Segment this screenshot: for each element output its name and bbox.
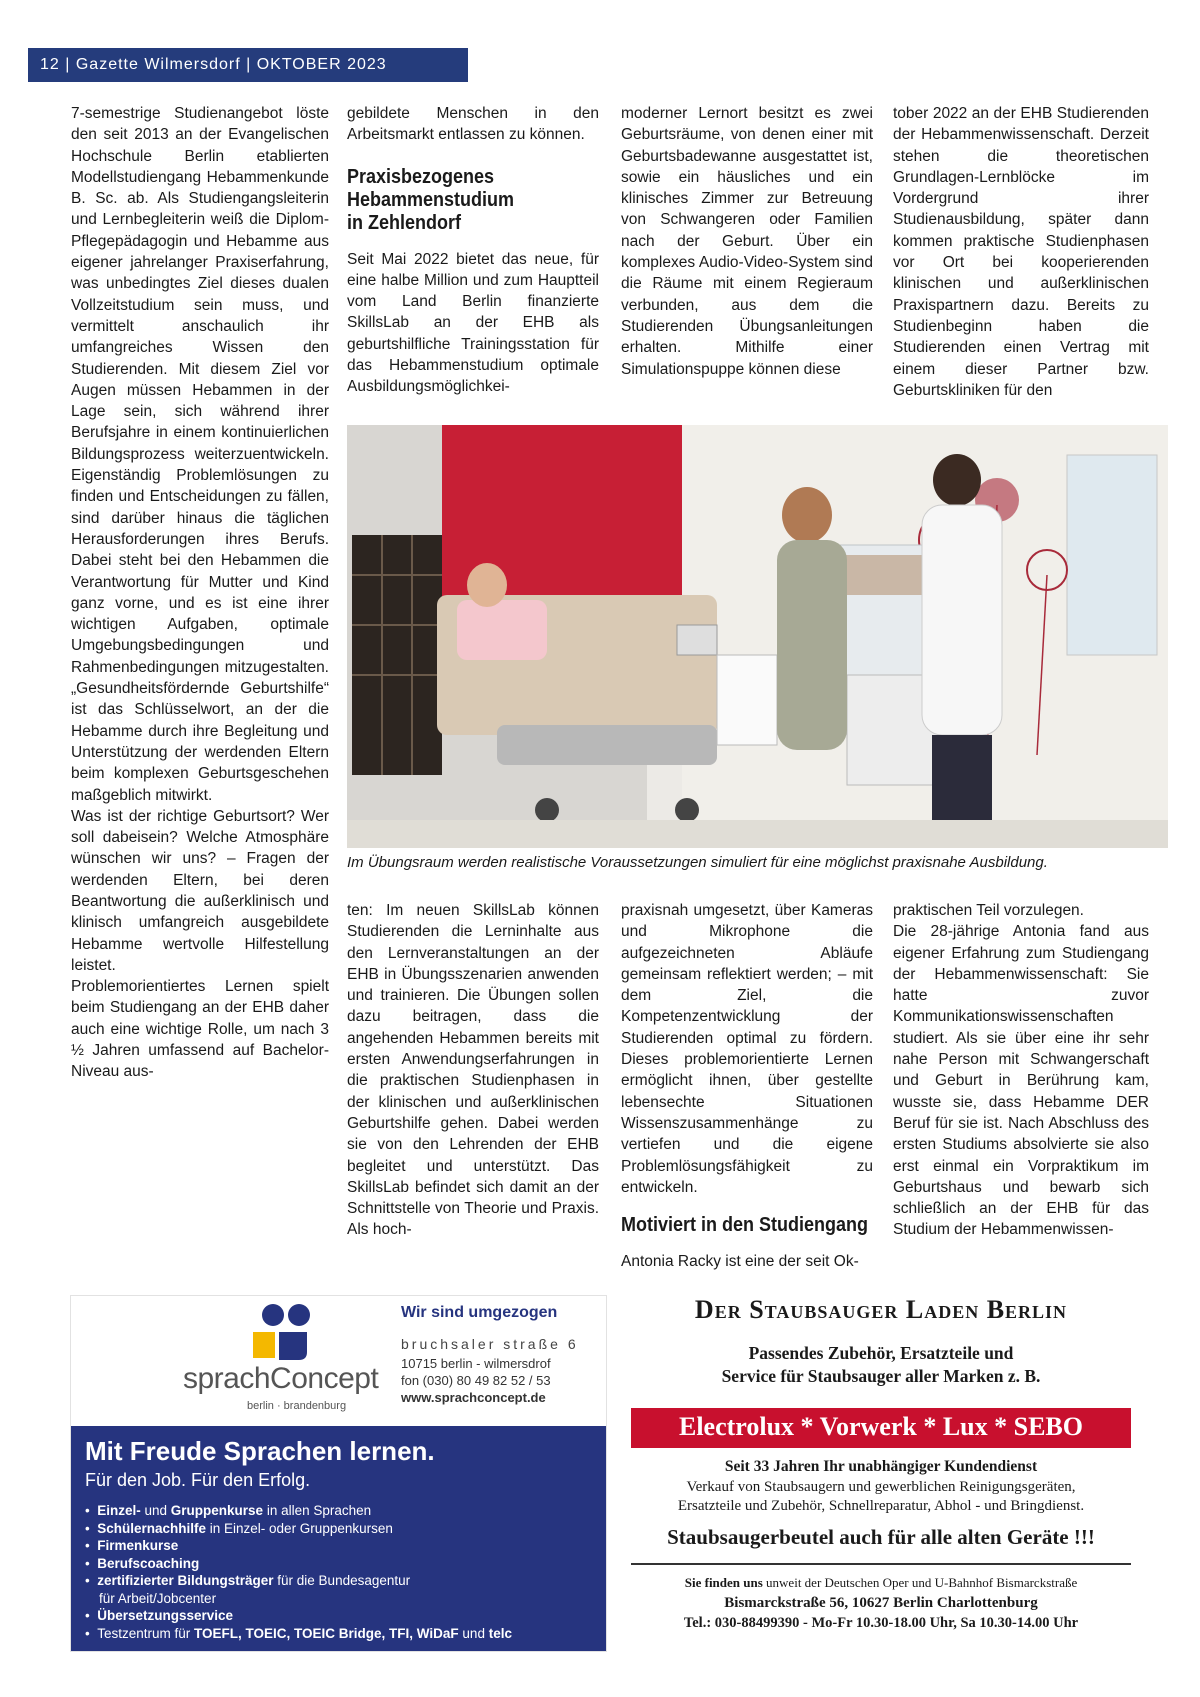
- sprachconcept-street: bruchsaler straße 6: [401, 1336, 579, 1352]
- staubsauger-desc1: Verkauf von Staubsaugern und gewerblichen Reinigungsgeräten,: [686, 1479, 1076, 1495]
- staubsauger-years: Seit 33 Jahren Ihr unabhängiger Kundendienst: [724, 1458, 1038, 1475]
- sprachconcept-logo-name: sprachConcept: [183, 1362, 379, 1395]
- article-column-4-bottom: [893, 900, 1149, 1241]
- staubsauger-desc2: Ersatzteile und Zubehör, Schnellreparatur, Abhol - und Bringdienst.: [677, 1498, 1085, 1514]
- list-item: • Schülernachhilfe in Einzel- oder Gruppenkursen: [85, 1520, 393, 1536]
- list-item-continuation: für Arbeit/Jobcenter: [99, 1590, 217, 1606]
- sprachconcept-subslogan: Für den Job. Für den Erfolg.: [85, 1470, 311, 1490]
- article-column-1: [71, 103, 329, 1083]
- col3-bottom-paragraph-1: praxisnah umgesetzt, über Kameras und Mikrophone die aufgezeichneten Abläufe gemeinsam reflektiert werden; – mit dem Ziel, die Kompetenzentwicklung der Studierenden optimal zu fördern. Dieses problemorientierte Lernen ermöglicht ihnen, über gestellte lebensechte Situationen Wissenszusammenhänge zu vertiefen und die eigene Problemlösungsfähigkeit zu entwickeln.: [621, 902, 873, 1196]
- col2-paragraph-2: Seit Mai 2022 bietet das neue, für eine halbe Million und zum Hauptteil vom Land Berlin finanzierte SkillsLab an der EHB als geburtshilfliche Trainingsstation für das Hebammenstudium optimale Ausbildungsmöglichkei-: [347, 250, 599, 396]
- sprachconcept-slogan: Mit Freude Sprachen lernen.: [85, 1436, 435, 1466]
- staubsauger-tel[interactable]: Tel.: 030-88499390 - Mo-Fr 10.30-18.00 Uhr, Sa 10.30-14.00 Uhr: [683, 1615, 1079, 1631]
- article-column-3-bottom: [621, 900, 873, 1272]
- col2-bottom-paragraph: ten: Im neuen SkillsLab können Studierenden die Lerninhalte aus den Lernveranstaltungen an der EHB in Übungsszenarien anwenden und trainieren. Die Übungen sollen dazu beitragen, dass die angehenden Hebammen bereits mit ersten Anwendungserfahrungen in die praktischen Studienphasen in der klinischen und außerklinischen Geburtshilfe gehen. Dabei werden sie von den Lehrenden der EHB begleitet und unterstützt. Das SkillsLab befindet sich damit an der Schnittstelle von Theorie und Praxis. Als hoch-: [347, 902, 599, 1239]
- article-column-3-top: [621, 103, 873, 380]
- sprachconcept-moved: Wir sind umgezogen: [401, 1304, 558, 1321]
- col1-paragraph-1: 7-semestrige Studienangebot löste den seit 2013 an der Evangelischen Hochschule Berlin etablierten Modellstudiengang Hebammenkunde B. Sc. ab. Als Studiengangsleiterin und Lernbegleiterin weiß die Diplom-Pflegepädagogin und Hebamme aus eigener jahrelanger Praxiserfahrung, was unbedingtes Ziel dieses dualen Vollzeitstudium sein muss, und vermittelt anschaulich ihr umfangreiches Wissen den Studierenden. Mit diesem Ziel vor Augen müssen Hebammen in der Lage sein, sich während ihrer Berufsjahre in einem kontinuierlichen Bildungsprozess weiterzuentwickeln. Eigenständig Problemlösungen zu finden und Entscheidungen zu fällen, sind darüber hinaus die täglichen Herausforderungen ihres Berufs. Dabei steht bei den Hebammen die Verantwortung für Mutter und Kind ganz vorne, und es ist eine ihrer wichtigen Aufgaben, optimale Umgebungsbedingungen und Rahmenbedingungen mitzugestalten. „Gesundheitsfördernde Geburtshilfe“ ist das Schlüsselwort, an der die Hebamme durch ihre Begleitung und Unterstützung der werdenden Eltern beim komplexen Geburtsgeschehen maßgeblich mitwirkt.: [71, 105, 329, 804]
- article-column-2-top: [347, 103, 599, 398]
- staubsauger-find: Sie finden uns unweit der Deutschen Oper und U-Bahnhof Bismarckstraße: [684, 1575, 1078, 1590]
- photo-caption: Im Übungsraum werden realistische Voraussetzungen simuliert für eine möglichst praxisnahe Ausbildung.: [347, 854, 1048, 871]
- col4-paragraph-1: tober 2022 an der EHB Studierenden der Hebammenwissenschaft. Derzeit stehen die theoretischen Grundlagen-Lernblöcke im Vordergrund ihrer Studienausbildung, später dann kommen praktische Studienphasen vor Ort bei kooperierenden klinischen und außerklinischen Praxispartnern dazu. Bereits zu Studienbeginn haben die Studierenden einen Vertrag mit einem dieser Partner bzw. Geburtskliniken für den: [893, 105, 1149, 399]
- staubsauger-address: Bismarckstraße 56, 10627 Berlin Charlottenburg: [724, 1595, 1038, 1611]
- sprachconcept-logo-sub: berlin · brandenburg: [247, 1400, 347, 1412]
- col3-paragraph-1: moderner Lernort besitzt es zwei Geburtsräume, von denen einer mit Geburtsbadewanne ausgestattet ist, sowie ein häusliches und ein klinisches Zimmer zur Betreuung von Schwangeren oder Familien nach der Geburt. Über ein komplexes Audio-Video-System sind die Räume mit einem Regieraum verbunden, aus dem die Studierenden Übungsanleitungen erhalten. Mithilfe einer Simulationspuppe können diese: [621, 105, 873, 378]
- col4-bottom-paragraph-1: praktischen Teil vorzulegen.: [893, 902, 1084, 919]
- col1-paragraph-2: Was ist der richtige Geburtsort? Wer soll dabeisein? Welche Atmosphäre wünschen wir uns? – Fragen der werdenden Eltern, bei deren Beantwortung die außerklinisch und klinisch umfangreich ausgebildete Hebamme wertvolle Hilfestellung leistet.: [71, 807, 329, 974]
- staubsauger-title: Der Staubsauger Laden Berlin: [694, 1295, 1068, 1324]
- col4-bottom-paragraph-2: Die 28-jährige Antonia fand aus eigener Erfahrung zum Studiengang der Hebammenwissenschaft: Sie hatte zuvor Kommunikationswissenschaften studiert. Als sie über eine ihr sehr nahe Person mit Schwangerschaft und Geburt in Berührung kam, wusste sie, dass Hebamme DER Beruf für sie ist. Nach Abschluss des ersten Studiums absolvierte sie also erst einmal ein Vorpraktikum im Geburtshaus und bewarb sich schließlich an der EHB für das Studium der Hebammenwissen-: [893, 923, 1149, 1239]
- sprachconcept-ad-blue: [71, 1426, 606, 1651]
- sprachconcept-logo-icon: [249, 1302, 359, 1366]
- skillslab-photo: [347, 425, 1168, 848]
- article-column-4-top: [893, 103, 1149, 401]
- sprachconcept-web[interactable]: www.sprachconcept.de: [401, 1390, 546, 1405]
- article-column-2-bottom: [347, 900, 599, 1241]
- sprachconcept-ad-top: [71, 1296, 606, 1426]
- section-heading-praxis: Praxisbezogenes Hebammenstudium in Zehlendorf: [347, 165, 515, 234]
- photo-illustration: [347, 425, 1168, 848]
- col3-bottom-paragraph-2: Antonia Racky ist eine der seit Ok-: [621, 1253, 859, 1271]
- list-item: • Übersetzungsservice: [85, 1608, 234, 1623]
- col1-paragraph-3: Problemorientiertes Lernen spielt beim Studiengang an der EHB daher auch eine wichtige Rolle, um nach 3 ½ Jahren umfassend auf Bachelor-Niveau aus-: [71, 978, 329, 1081]
- header-text: 12 | Gazette Wilmersdorf | OKTOBER 2023: [40, 56, 387, 73]
- staubsauger-sub2: Service für Staubsauger aller Marken z. B.: [721, 1366, 1041, 1386]
- list-item: • Testzentrum für TOEFL, TOEIC, TOEIC Bridge, TFI, WiDaF und telc: [85, 1625, 512, 1641]
- staubsauger-bags: Staubsaugerbeutel auch für alle alten Geräte !!!: [667, 1525, 1095, 1549]
- sprachconcept-list: [85, 1502, 512, 1642]
- list-item: • Firmenkurse: [85, 1538, 179, 1553]
- staubsauger-brands: Electrolux * Vorwerk * Lux * SEBO: [678, 1412, 1083, 1441]
- list-item: • Berufscoaching: [85, 1555, 200, 1571]
- sprachconcept-ad[interactable]: [70, 1295, 607, 1652]
- staubsauger-divider: [631, 1563, 1131, 1565]
- col2-paragraph-1: gebildete Menschen in den Arbeitsmarkt entlassen zu können.: [347, 105, 599, 144]
- staubsauger-sub1: Passendes Zubehör, Ersatzteile und: [748, 1343, 1014, 1363]
- sprachconcept-city: 10715 berlin - wilmersdrof: [401, 1356, 551, 1371]
- list-item: • Einzel- und Gruppenkurse in allen Sprachen: [85, 1503, 372, 1518]
- list-item: • zertifizierter Bildungsträger für die Bundesagentur: [85, 1573, 411, 1588]
- staubsauger-ad[interactable]: [631, 1295, 1131, 1655]
- sprachconcept-phone: fon (030) 80 49 82 52 / 53: [401, 1373, 551, 1388]
- section-heading-motiviert: Motiviert in den Studiengang: [621, 1214, 869, 1237]
